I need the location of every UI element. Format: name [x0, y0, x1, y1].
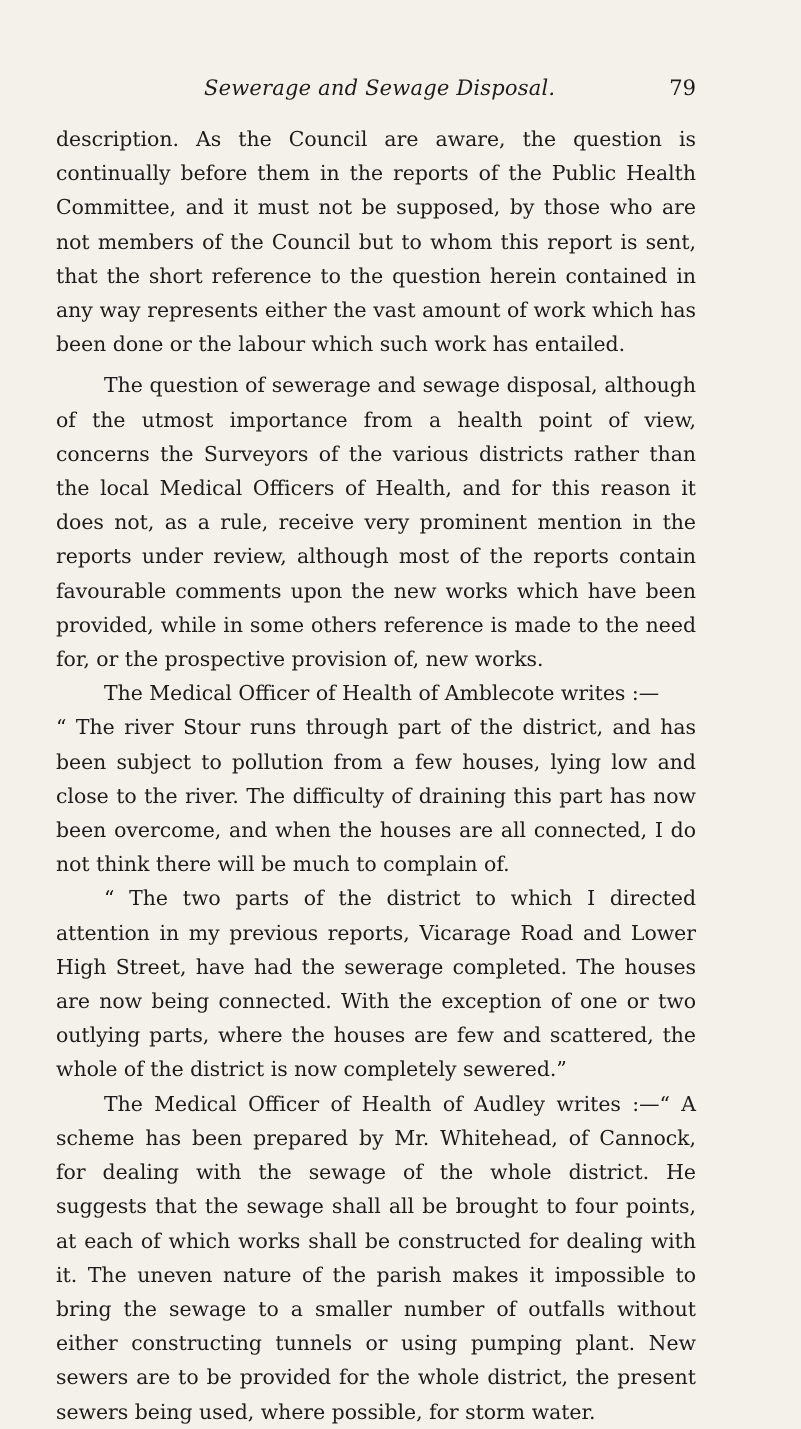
running-head — [56, 70, 696, 110]
quotation-paragraph-2: “ The two parts of the district to which I directed attention in my previous reports, Vicarage Road and Lower High Street, have had the sewerage completed. The houses are now being connected. With the exception of one or two outlying parts, where the houses are few and scattered, the whole of the district is now completely sewered.” — [56, 886, 696, 1082]
body-paragraph-4: The Medical Officer of Health of Audley writes :—“ A scheme has been prepared by Mr. Whitehead, of Cannock, for dealing with the sewage of the whole district. He suggests that the sewage shall all be brought to four points, at each of which works shall be constructed for dealing with it. The uneven nature of the parish makes it impossible to bring the sewage to a smaller number of outfalls without either constructing tunnels or using pumping plant. New sewers are to be provided for the whole district, the present sewers being used, where possible, for storm water. — [56, 1091, 696, 1424]
running-title: Sewerage and Sewage Disposal. — [204, 76, 556, 100]
page-number: 79 — [669, 76, 696, 100]
quotation-paragraph-1: “ The river Stour runs through part of the district, and has been subject to pollution from a few houses, lying low and close to the river. The difficulty of draining this part has now been overcome, and when the houses are all connected, I do not think there will be much to complain of. — [56, 715, 696, 877]
body-paragraph-2: The question of sewerage and sewage disposal, although of the utmost importance from a health point of view, concerns the Surveyors of the various districts rather than the local Medical Officers of Health, and for this reason it does not, as a rule, receive very prominent mention in the reports under review, although most of the reports contain favourable comments upon the new works which have been provided, while in some others reference is made to the need for, or the prospective provision of, new works. — [56, 373, 696, 672]
body-paragraph-1: description. As the Council are aware, the question is continually before them in the reports of the Public Health Committee, and it must not be supposed, by those who are not members of the Council but to whom this report is sent, that the short reference to the question herein contained in any way represents either the vast amount of work which has been done or the labour which such work has entailed. — [56, 127, 696, 357]
book-page — [56, 70, 696, 1429]
body-paragraph-3: The Medical Officer of Health of Amblecote writes :— — [104, 681, 660, 706]
